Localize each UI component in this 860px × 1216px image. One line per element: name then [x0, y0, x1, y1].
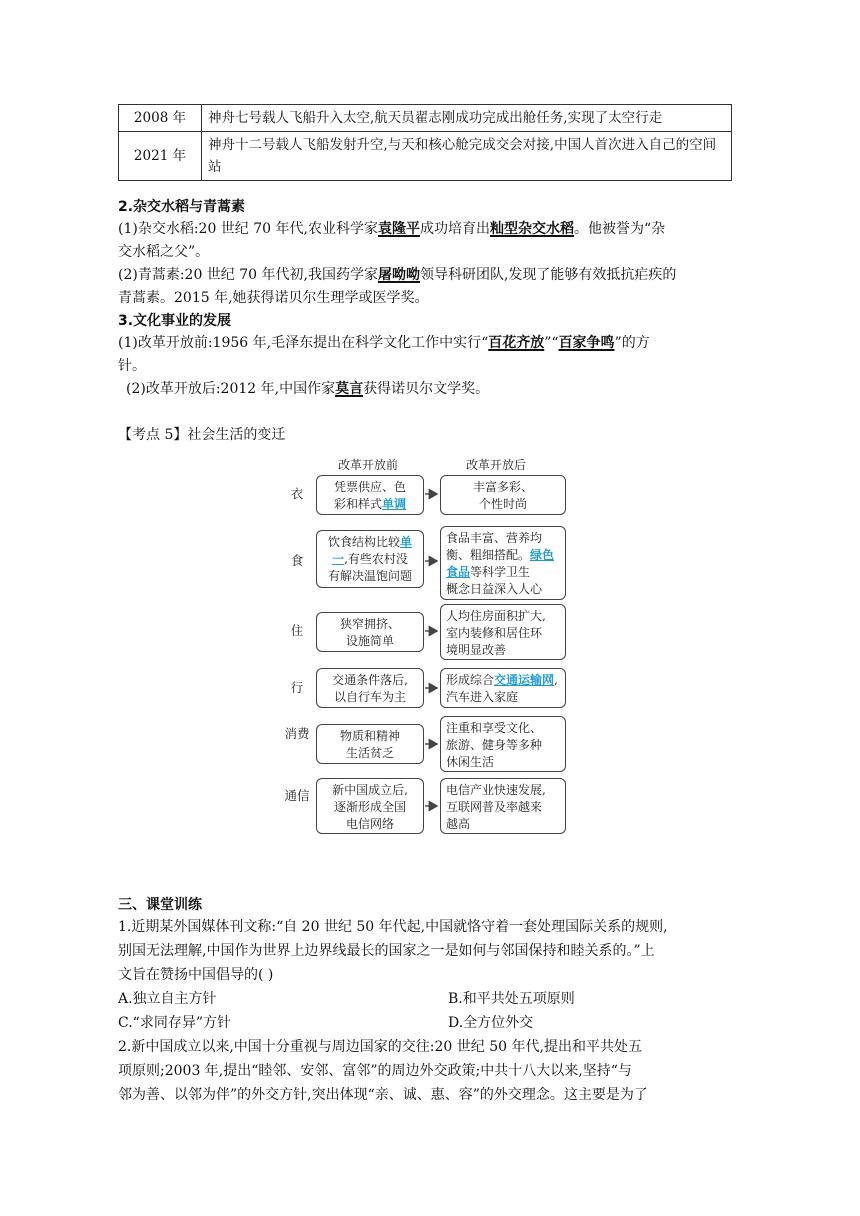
key-term: 籼型杂交水稻 [489, 221, 574, 237]
text: 设施简单 [345, 634, 394, 648]
question-line: 项原则;2003 年,提出“睦邻、安邻、富邻”的周边外交政策;中共十八大以来,坚持“与 [118, 1063, 632, 1079]
paragraph-line [118, 332, 650, 354]
before-box [316, 530, 424, 588]
highlight-term: 单一 [332, 535, 413, 566]
option-c: C.“求同存异”方针 [118, 1015, 231, 1031]
option-b: B.和平共处五项原则 [448, 991, 575, 1007]
highlight-term: 交通运输网 [494, 673, 555, 687]
paragraph-line [126, 378, 489, 400]
year-cell: 2008 年 [119, 105, 202, 132]
before-box [316, 668, 424, 708]
text: 注重和享受文化、 [446, 721, 543, 735]
section-heading: 3.文化事业的发展 [118, 313, 232, 329]
text: (1)改革开放前:1956 年,毛泽东提出在科学文化工作中实行“ [118, 335, 489, 351]
text: 狭窄拥挤、 [339, 617, 400, 631]
question-line: 2.新中国成立以来,中国十分重视与周边国家的交往:20 世纪 50 年代,提出和平共处五 [118, 1039, 642, 1055]
text: ,汽车进入家庭 [446, 673, 558, 704]
text: 凭票供应、色 [333, 480, 406, 494]
before-box [316, 724, 424, 764]
paragraph-line: 交水稻之父”。 [118, 244, 210, 260]
row-label: 住 [290, 623, 304, 638]
question-line: 别国无法理解,中国作为世界上边界线最长的国家之一是如何与邻国保持和睦关系的。”上 [118, 943, 655, 959]
before-box [316, 778, 424, 834]
text: (2)青蒿素:20 世纪 70 年代初,我国药学家 [118, 267, 378, 283]
row-label: 食 [290, 553, 304, 568]
year-cell: 2021 年 [119, 132, 202, 181]
section-heading: 2.杂交水稻与青蒿素 [118, 199, 246, 215]
text: 互联网普及率越来 [446, 800, 543, 814]
section-heading: 三、课堂训练 [118, 897, 202, 913]
text: ,有些农村没 [344, 552, 408, 566]
header-before: 改革开放前 [338, 458, 399, 472]
text: 获得诺贝尔文学奖。 [363, 381, 490, 397]
highlight-term: 单调 [382, 497, 407, 511]
before-box [316, 612, 424, 652]
kaodian-title: 【考点 5】社会生活的变迁 [118, 427, 286, 443]
paragraph-line: 青蒿素。2015 年,她获得诺贝尔生理学或医学奖。 [118, 290, 429, 306]
event-cell: 神舟七号载人飞船升入太空,航天员翟志刚成功完成出舱任务,实现了太空行走 [202, 105, 732, 132]
text: 电信产业快速发展, [446, 783, 546, 797]
text: 室内装修和居住环 [446, 626, 543, 640]
event-cell: 神舟十二号载人飞船发射升空,与天和核心舱完成交会对接,中国人首次进入自己的空间站 [202, 132, 732, 181]
paragraph-line [118, 218, 665, 240]
text: 概念日益深入人心 [446, 582, 543, 596]
text: 交通条件落后, [332, 673, 408, 687]
text: 。他被誉为“杂 [573, 221, 666, 237]
text: 人均住房面积扩大, [446, 609, 546, 623]
key-term: 屠呦呦 [377, 267, 420, 283]
after-box [440, 475, 566, 515]
key-term: 百花齐放 [488, 335, 545, 351]
text: 个性时尚 [478, 497, 527, 511]
text: 新中国成立后, [332, 783, 408, 797]
paragraph-line: 针。 [118, 358, 146, 374]
after-box [440, 716, 566, 772]
table-row [119, 132, 732, 181]
header-after: 改革开放后 [466, 458, 527, 472]
text: 休闲生活 [446, 755, 495, 769]
question-line: 文旨在赞扬中国倡导的( ) [118, 967, 274, 983]
text: 电信网络 [345, 817, 394, 831]
events-table [118, 104, 732, 181]
text: 领导科研团队,发现了能够有效抵抗疟疾的 [419, 267, 677, 283]
text: 以自行车为主 [333, 690, 406, 704]
text: 逐渐形成全国 [333, 800, 406, 814]
paragraph-line [118, 264, 676, 286]
text: 饮食结构比较 [327, 535, 400, 549]
text: 成功培育出 [419, 221, 490, 237]
text: 有解决温饱问题 [327, 569, 412, 583]
key-term: 百家争鸣 [558, 335, 615, 351]
text: 形成综合 [446, 673, 495, 687]
question-line: 1.近期某外国媒体刊文称:“自 20 世纪 50 年代起,中国就恪守着一套处理国际关系的规则, [118, 919, 668, 935]
table-row [119, 105, 732, 132]
text: 丰富多彩、 [472, 480, 533, 494]
text: 等科学卫生 [470, 565, 531, 579]
row-label: 消费 [284, 726, 310, 741]
text: 衡、粗细搭配。 [446, 548, 531, 562]
text: 越高 [446, 817, 471, 831]
text: ”“ [544, 335, 559, 351]
question-line: 邻为善、以邻为伴”的外交方针,突出体现“亲、诚、惠、容”的外交理念。这主要是为了 [118, 1087, 648, 1103]
option-a: A.独立自主方针 [118, 991, 217, 1007]
key-term: 袁隆平 [377, 221, 420, 237]
text: 物质和精神 [339, 729, 400, 743]
text: (1)杂交水稻:20 世纪 70 年代,农业科学家 [118, 221, 378, 237]
highlight-term: 绿色食品 [446, 548, 555, 579]
text: 彩和样式 [333, 497, 382, 511]
after-box [440, 778, 566, 834]
after-box [440, 526, 566, 600]
text: 生活贫乏 [345, 746, 394, 760]
text: 境明显改善 [446, 643, 507, 657]
option-d: D.全方位外交 [448, 1015, 534, 1031]
row-label: 行 [290, 680, 304, 695]
social-life-flowchart [284, 450, 574, 838]
key-term: 莫言 [335, 381, 364, 397]
text: (2)改革开放后:2012 年,中国作家 [126, 381, 336, 397]
before-box [316, 475, 424, 515]
row-label: 通信 [284, 788, 310, 803]
text: 食品丰富、营养均 [446, 531, 543, 545]
after-box [440, 668, 566, 708]
text: 旅游、健身等多种 [446, 738, 543, 752]
row-label: 衣 [290, 486, 304, 501]
text: ”的方 [614, 335, 650, 351]
after-box [440, 604, 566, 660]
